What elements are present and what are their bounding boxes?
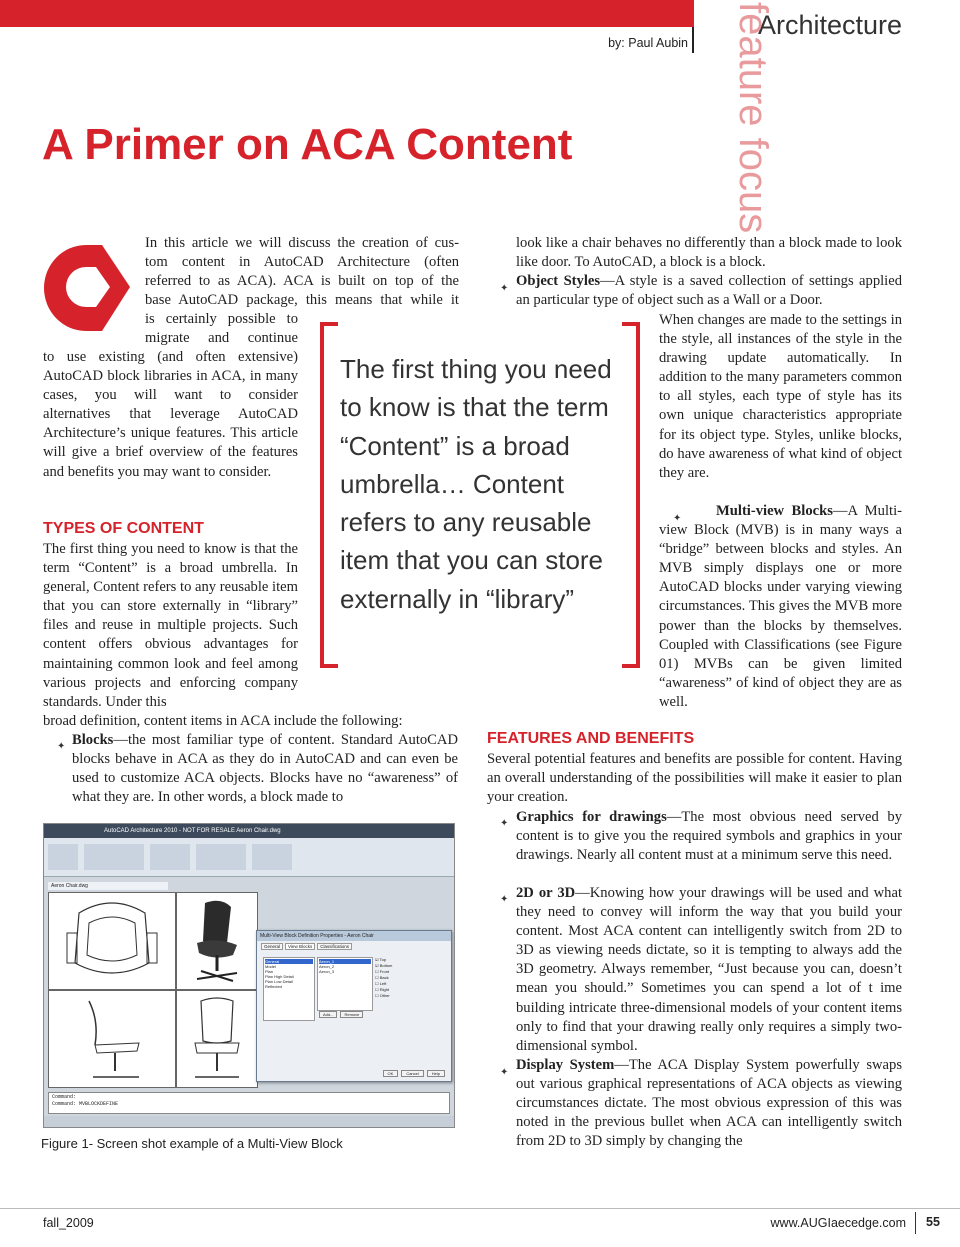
header-red-bar bbox=[0, 0, 694, 27]
figure-caption: Figure 1- Screen shot example of a Multi-View Block bbox=[41, 1136, 343, 1151]
view-block-item[interactable]: Aeron_2 bbox=[319, 964, 335, 969]
pull-quote-bracket-right bbox=[622, 322, 640, 668]
page-number: 55 bbox=[926, 1215, 940, 1229]
blocks-text: —the most familiar type of content. Standard AutoCAD blocks behave in ACA as they do in AutoCAD and can even be used to customize ACA objects. Blocks have no “awareness” of what they are. In other words, a block made to bbox=[72, 732, 458, 806]
dialog-title: Multi-View Block Definition Properties - Aeron Chair bbox=[257, 931, 451, 941]
add-button[interactable]: Add... bbox=[319, 1011, 337, 1018]
header-divider bbox=[692, 27, 694, 53]
viewport-front bbox=[176, 990, 258, 1088]
intro-line: is certainly possible to bbox=[145, 311, 298, 328]
intro-line: migrate and continue bbox=[145, 330, 298, 347]
intro-wrap-top bbox=[145, 234, 459, 349]
byline: by: Paul Aubin bbox=[608, 36, 688, 50]
view-dir-checkbox[interactable]: ☑ Top bbox=[375, 957, 387, 962]
graphics-bullet bbox=[516, 808, 902, 865]
bullet-icon: ✦ bbox=[57, 741, 66, 752]
bullet-icon: ✦ bbox=[500, 894, 509, 905]
bullet-icon: ✦ bbox=[500, 818, 509, 829]
blocks-label: Blocks bbox=[72, 732, 114, 748]
blocks-bullet bbox=[72, 731, 458, 807]
drop-cap-o-icon bbox=[42, 241, 130, 333]
ribbon bbox=[44, 838, 454, 877]
pull-quote: The first thing you need to know is that the term “Content” is a broad umbrella… Content refers to any reusable item that you can store externally in “library” bbox=[340, 354, 612, 614]
ok-button[interactable]: OK bbox=[383, 1070, 399, 1077]
footer-rule bbox=[0, 1208, 960, 1209]
remove-button[interactable]: Remove bbox=[340, 1011, 363, 1018]
intro-line: base AutoCAD package, this means that while it bbox=[145, 292, 459, 309]
mvb-bullet bbox=[659, 502, 902, 712]
cancel-button[interactable]: Cancel bbox=[401, 1070, 423, 1077]
chair-front-icon bbox=[177, 991, 257, 1087]
dialog-buttons bbox=[383, 1070, 445, 1077]
tab-view-blocks[interactable]: View Blocks bbox=[285, 943, 315, 950]
graphics-text: —The most obvious need served by content is to give you the required symbols and graphics in your drawings. Nearly all content must at a minimum serve this need. bbox=[516, 809, 902, 864]
object-styles-label: Object Styles bbox=[516, 273, 601, 289]
view-block-buttons bbox=[319, 1011, 363, 1018]
object-styles-text: —A style is a saved collection of settings applied an particular type of object such as a Wall or a Door. bbox=[516, 273, 903, 309]
view-dir-checkbox[interactable]: ☐ Front bbox=[375, 969, 390, 974]
heading-features-and-benefits: FEATURES AND BENEFITS bbox=[487, 730, 695, 747]
view-dir-checkbox[interactable]: ☐ Left bbox=[375, 981, 387, 986]
vertical-feature-text: feature focus bbox=[730, 2, 775, 234]
display-rep-item[interactable]: Plan High Detail bbox=[265, 974, 294, 979]
2d-3d-text: —Knowing how your drawings will be used and what they need to convey will inform the way that you build your content. Most ACA content can intelligently switch from 2D to 3D as viewing needs dictate, so it is tempting to always add the 3D geometry. Always remember, “Just because you can, doesn’t mean you should.” Sometimes you can spend a lot of t ime building intricate three-dimensional models of your content items only to find that your drawing really only requires a simply two-dimensional symbol. bbox=[516, 885, 902, 1054]
mvb-label: Multi-view Blocks bbox=[716, 503, 833, 519]
heading-types-of-content: TYPES OF CONTENT bbox=[43, 520, 204, 537]
intro-line: referred to as ACA). ACA is built on top of the bbox=[145, 273, 459, 290]
bullet-icon: ✦ bbox=[500, 283, 509, 294]
types-paragraph: The first thing you need to know is that the term “Content” is a broad umbrella. In general, Content refers to any reusable item that you can store externally in “library” files and reuse in multiple projects. Such content offers obvious advantages for maintaining common look and feel among various projects and enforcing company standards. Under this bbox=[43, 541, 298, 710]
command-history: Command: bbox=[52, 1094, 77, 1100]
view-dir-checkbox[interactable]: ☐ Back bbox=[375, 975, 389, 980]
chair-side-icon bbox=[49, 991, 175, 1087]
object-styles-bullet bbox=[516, 272, 902, 310]
footer-url[interactable]: www.AUGIaecedge.com bbox=[770, 1216, 906, 1230]
view-dir-checkbox[interactable]: ☐ Other bbox=[375, 993, 390, 998]
2d-3d-label: 2D or 3D bbox=[516, 885, 576, 901]
viewport-3d bbox=[176, 892, 258, 990]
pull-quote-bracket-left bbox=[320, 322, 338, 668]
chair-3d-icon bbox=[177, 893, 257, 989]
display-rep-item[interactable]: Plan Low Detail bbox=[265, 979, 293, 984]
display-rep-item[interactable]: Plan bbox=[265, 969, 274, 974]
footer-separator bbox=[915, 1212, 916, 1234]
mvb-dialog bbox=[256, 930, 452, 1082]
mvb-text: —A Multi-view Block (MVB) is in many ways a “bridge” between blocks and styles. An MVB simply displays one or more AutoCAD blocks under varying viewing circumstances. This gives the MVB more power than the blocks by themselves. Coupled with Classifications (see Figure 01) MVBs can be given limited “awareness” of kind of object they are as well. bbox=[659, 503, 902, 710]
app-title-bar: AutoCAD Architecture 2010 - NOT FOR RESALE Aeron Chair.dwg bbox=[44, 824, 454, 838]
graphics-label: Graphics for drawings bbox=[516, 809, 667, 825]
display-reps-list[interactable] bbox=[263, 957, 315, 1021]
view-dir-checkbox[interactable]: ☑ Bottom bbox=[375, 963, 393, 968]
intro-paragraph: to use existing (and often extensive) AutoCAD block libraries in ACA, in many cases, you will want to consider alternatives that leverage AutoCAD Architecture’s unique features. This article will give a brief overview of the features and benefits you may want to consider. bbox=[43, 349, 298, 480]
tab-general[interactable]: General bbox=[261, 943, 283, 950]
bullet-icon: ✦ bbox=[500, 1067, 509, 1078]
dialog-tabs bbox=[257, 941, 451, 952]
view-block-item[interactable]: Aeron_3 bbox=[319, 969, 335, 974]
view-blocks-list[interactable] bbox=[317, 957, 373, 1011]
display-rep-item[interactable]: Model bbox=[265, 964, 276, 969]
display-rep-item[interactable]: Reflected bbox=[265, 984, 282, 989]
chair-plan-icon bbox=[49, 893, 175, 989]
viewport-plan bbox=[48, 892, 176, 990]
viewport-side bbox=[48, 990, 176, 1088]
figure-screenshot bbox=[43, 823, 455, 1128]
types-paragraph-end: broad definition, content items in ACA include the following: bbox=[43, 713, 403, 729]
display-system-bullet bbox=[516, 1056, 902, 1151]
intro-line: tom content in AutoCAD Architecture (often bbox=[145, 254, 459, 271]
tab-classifications[interactable]: Classifications bbox=[317, 943, 352, 950]
drawing-tab[interactable]: Aeron Chair.dwg bbox=[48, 882, 168, 890]
right-continuation: look like a chair behaves no differently than a block made to look like door. To AutoCAD, a block is a block. bbox=[516, 235, 902, 271]
bullet-icon: ✦ bbox=[673, 513, 682, 524]
command-line[interactable] bbox=[48, 1092, 450, 1114]
display-rep-item[interactable]: General bbox=[265, 959, 313, 964]
view-dir-checkbox[interactable]: ☐ Right bbox=[375, 987, 390, 992]
object-styles-continued: When changes are made to the settings in the style, all instances of the style in the drawing update automatically. In addition to the many parameters common to all styles, each type of style has its own unique characteristics appropriate for its object type. Styles, unlike blocks, do have awareness of what kind of object they are. bbox=[659, 312, 902, 481]
command-history: Command: MVBLOCKDEFINE bbox=[52, 1101, 119, 1107]
display-system-text: —The ACA Display System powerfully swaps out various graphical representations of ACA objects as viewing circumstances dictate. The most obvious expression of this was noted in the previous bullet when ACA can intelligently switch from 2D to 3D simply by changing the bbox=[516, 1057, 902, 1150]
footer-issue: fall_2009 bbox=[43, 1216, 94, 1230]
section-label: Architecture bbox=[757, 10, 902, 40]
intro-line: In this article we will discuss the creation of cus- bbox=[145, 235, 459, 251]
2d-3d-bullet bbox=[516, 884, 902, 1056]
help-button[interactable]: Help bbox=[427, 1070, 445, 1077]
display-system-label: Display System bbox=[516, 1057, 615, 1073]
view-directions bbox=[375, 957, 415, 1019]
status-bar bbox=[44, 1116, 454, 1127]
view-block-item[interactable]: Aeron_1 bbox=[319, 959, 371, 964]
features-intro: Several potential features and benefits are possible for content. Having an overall understanding of the possibilities will make it easier to plan your creation. bbox=[487, 751, 902, 806]
article-title: A Primer on ACA Content bbox=[42, 120, 573, 169]
